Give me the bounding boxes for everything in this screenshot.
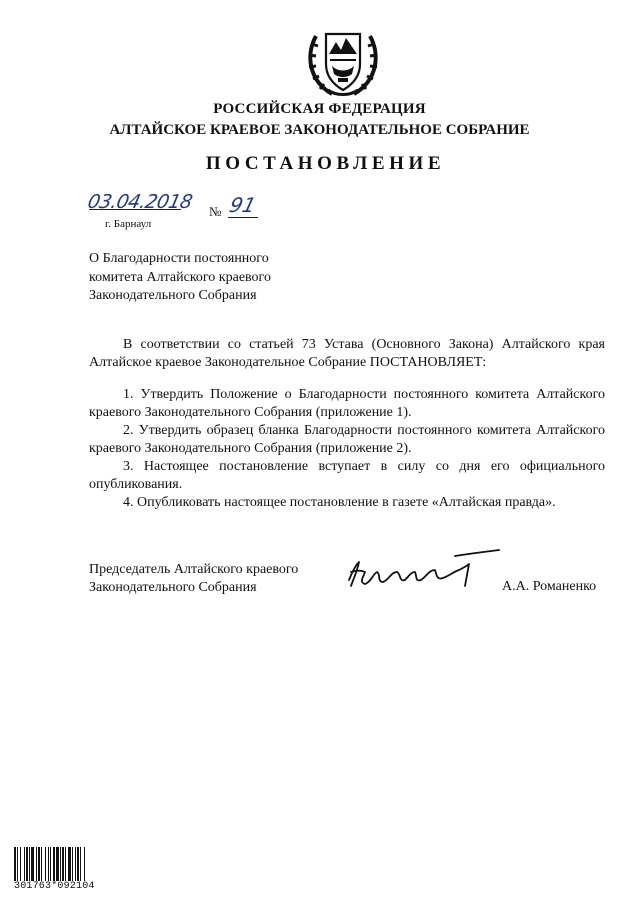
barcode-bar xyxy=(31,847,34,881)
barcode-bar xyxy=(80,847,81,881)
subject-line: комитета Алтайского краевого xyxy=(89,269,271,285)
document-subject xyxy=(89,250,271,306)
document-type-title: ПОСТАНОВЛЕНИЕ xyxy=(205,153,446,174)
country-name: РОССИЙСКАЯ ФЕДЕРАЦИЯ xyxy=(213,101,426,117)
barcode-bar xyxy=(56,847,59,881)
number-label: № xyxy=(209,204,222,219)
barcode-bar xyxy=(24,847,25,881)
barcode-bar xyxy=(77,847,79,881)
barcode-bar xyxy=(65,847,66,881)
barcode-bar xyxy=(75,847,76,881)
barcode-bar xyxy=(62,847,64,881)
preamble-text: В соответствии со статьей 73 Устава (Основного Закона) Алтайского края Алтайское краевое Законодательное Собрание ПОСТАНОВЛЯЕТ: xyxy=(89,337,605,370)
resolution-item: 4. Опубликовать настоящее постановление в газете «Алтайская правда». xyxy=(123,495,556,510)
barcode-bar xyxy=(50,847,51,881)
barcode-bar xyxy=(20,847,21,881)
barcode-bar xyxy=(36,847,37,881)
handwritten-date: 03.04.2018 xyxy=(85,191,195,213)
preamble xyxy=(89,336,605,372)
barcode-bar xyxy=(41,847,42,881)
coat-of-arms-icon xyxy=(302,24,384,100)
barcode-bar xyxy=(84,847,85,881)
barcode-bar xyxy=(68,847,71,881)
city: г. Барнаул xyxy=(105,218,152,230)
subject-line: О Благодарности постоянного xyxy=(89,251,269,266)
resolution-item: 2. Утвердить образец бланка Благодарности постоянного комитета Алтайского краевого Законодательного Собрания (приложение 2). xyxy=(89,423,605,456)
barcode-bar xyxy=(48,847,49,881)
resolution-item: 3. Настоящее постановление вступает в силу со дня его официального опубликования. xyxy=(89,459,605,492)
signatory-name: А.А. Романенко xyxy=(502,579,597,594)
handwritten-signature xyxy=(343,546,503,596)
barcode-bar xyxy=(45,847,46,881)
handwritten-number: 91 xyxy=(227,193,259,217)
barcode-bar xyxy=(29,847,30,881)
barcode-bar xyxy=(14,847,16,881)
number-underline xyxy=(228,217,258,218)
date-underline xyxy=(89,209,181,210)
subject-line: Законодательного Собрания xyxy=(89,288,257,303)
signatory-position xyxy=(89,561,298,597)
barcode-bar xyxy=(26,847,28,881)
position-line: Законодательного Собрания xyxy=(89,580,257,595)
barcode-bar xyxy=(72,847,73,881)
barcode-bar xyxy=(17,847,18,881)
resolution-item: 1. Утвердить Положение о Благодарности постоянного комитета Алтайского краевого Законодательного Собрания (приложение 1). xyxy=(89,387,605,420)
barcode-bar xyxy=(53,847,55,881)
resolution-items xyxy=(89,386,605,512)
barcode-bar xyxy=(60,847,61,881)
legislature-name: АЛТАЙСКОЕ КРАЕВОЕ ЗАКОНОДАТЕЛЬНОЕ СОБРАНИЕ xyxy=(109,122,530,138)
position-line: Председатель Алтайского краевого xyxy=(89,562,299,577)
barcode-number: 301763*092104 xyxy=(14,881,95,892)
barcode-bar xyxy=(38,847,40,881)
